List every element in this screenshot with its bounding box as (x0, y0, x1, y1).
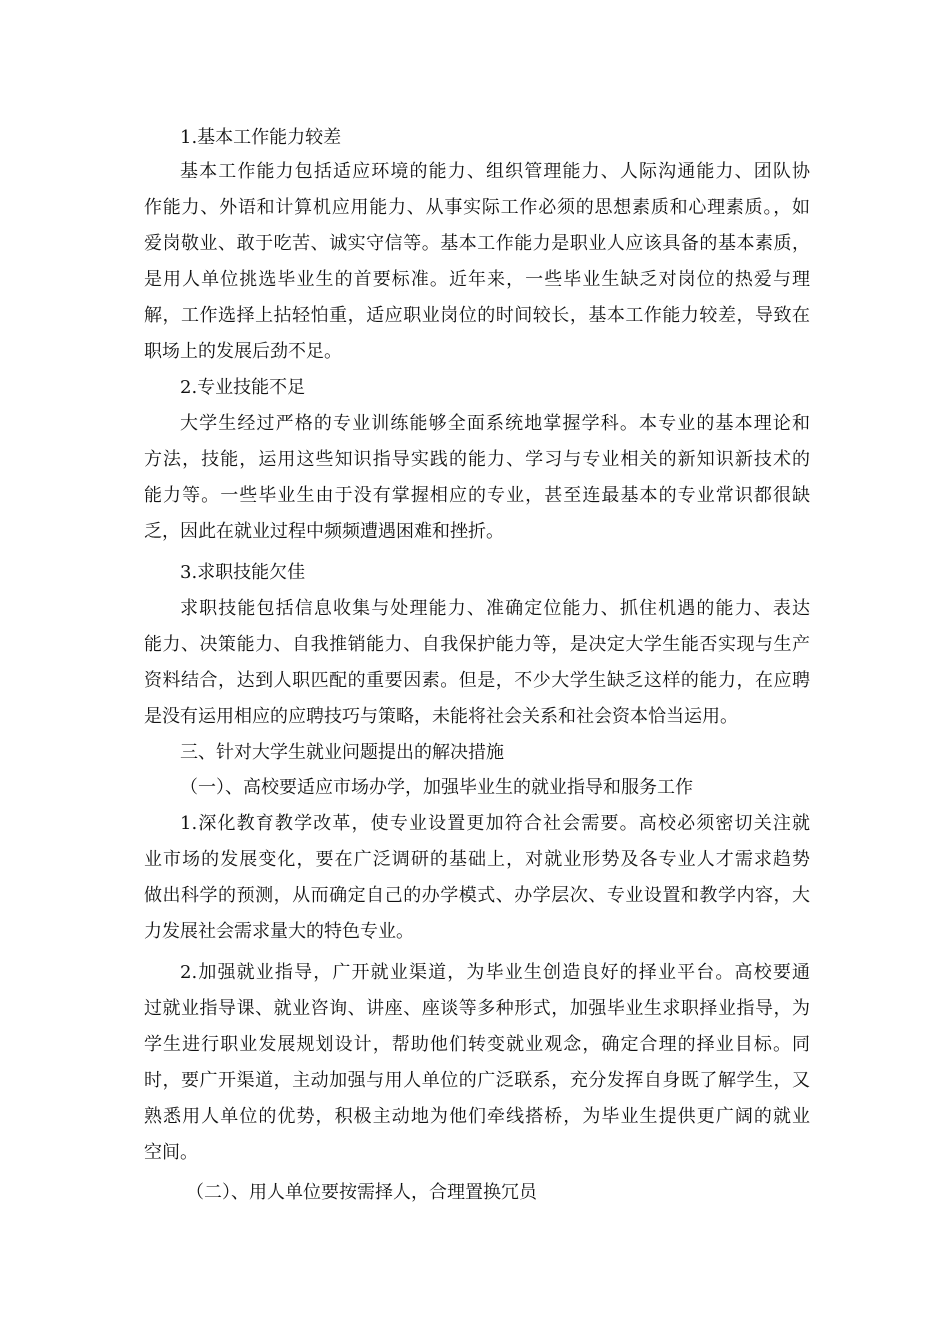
paragraph-line: 2.加强就业指导，广开就业渠道，为毕业生创造良好的择业平台。高校要通 (180, 962, 810, 983)
heading-professional-skills: 2.专业技能不足 (180, 377, 306, 398)
paragraph-line: 能力等。一些毕业生由于没有掌握相应的专业，甚至连最基本的专业常识都很缺 (144, 485, 810, 506)
paragraph-line: 求职技能包括信息收集与处理能力、准确定位能力、抓住机遇的能力、表达 (180, 598, 810, 619)
paragraph-line: 基本工作能力包括适应环境的能力、组织管理能力、人际沟通能力、团队协 (180, 161, 810, 182)
paragraph-line: 学生进行职业发展规划设计，帮助他们转变就业观念，确定合理的择业目标。同 (144, 1034, 810, 1055)
paragraph-line: 大学生经过严格的专业训练能够全面系统地掌握学科。本专业的基本理论和 (180, 413, 810, 434)
paragraph-line: 是没有运用相应的应聘技巧与策略，未能将社会关系和社会资本恰当运用。 (144, 706, 738, 727)
paragraph-line: 作能力、外语和计算机应用能力、从事实际工作必须的思想素质和心理素质。，如 (144, 197, 810, 218)
subsection-heading-universities: （一）、高校要适应市场办学，加强毕业生的就业指导和服务工作 (180, 777, 693, 798)
paragraph-line: 是用人单位挑选毕业生的首要标准。近年来，一些毕业生缺乏对岗位的热爱与理 (144, 269, 810, 290)
paragraph-line: 资料结合，达到人职匹配的重要因素。但是，不少大学生缺乏这样的能力，在应聘 (144, 670, 810, 691)
paragraph-line: 爱岗敬业、敢于吃苦、诚实守信等。基本工作能力是职业人应该具备的基本素质， (144, 233, 810, 254)
paragraph-line: 过就业指导课、就业咨询、讲座、座谈等多种形式，加强毕业生求职择业指导，为 (144, 998, 810, 1019)
paragraph-line: 熟悉用人单位的优势，积极主动地为他们牵线搭桥，为毕业生提供更广阔的就业 (144, 1106, 810, 1127)
paragraph-line: 方法，技能，运用这些知识指导实践的能力、学习与专业相关的新知识新技术的 (144, 449, 810, 470)
paragraph-line: 业市场的发展变化，要在广泛调研的基础上，对就业形势及各专业人才需求趋势 (144, 849, 810, 870)
paragraph-line: 职场上的发展后劲不足。 (144, 341, 342, 362)
heading-job-hunting-skills: 3.求职技能欠佳 (180, 562, 306, 583)
subsection-heading-employers: （二）、用人单位要按需择人，合理置换冗员 (186, 1182, 537, 1203)
paragraph-line: 做出科学的预测，从而确定自己的办学模式、办学层次、专业设置和教学内容，大 (144, 885, 810, 906)
section-heading-solutions: 三、针对大学生就业问题提出的解决措施 (180, 742, 504, 763)
paragraph-line: 能力、决策能力、自我推销能力、自我保护能力等，是决定大学生能否实现与生产 (144, 634, 810, 655)
paragraph-line: 空间。 (144, 1142, 198, 1163)
paragraph-line: 1.深化教育教学改革，使专业设置更加符合社会需要。高校必须密切关注就 (180, 813, 810, 834)
heading-basic-work-ability: 1.基本工作能力较差 (180, 127, 342, 148)
paragraph-line: 力发展社会需求量大的特色专业。 (144, 921, 414, 942)
paragraph-line: 时，要广开渠道，主动加强与用人单位的广泛联系，充分发挥自身既了解学生，又 (144, 1070, 810, 1091)
paragraph-line: 乏，因此在就业过程中频频遭遇困难和挫折。 (144, 521, 504, 542)
paragraph-line: 解，工作选择上拈轻怕重，适应职业岗位的时间较长，基本工作能力较差，导致在 (144, 305, 810, 326)
